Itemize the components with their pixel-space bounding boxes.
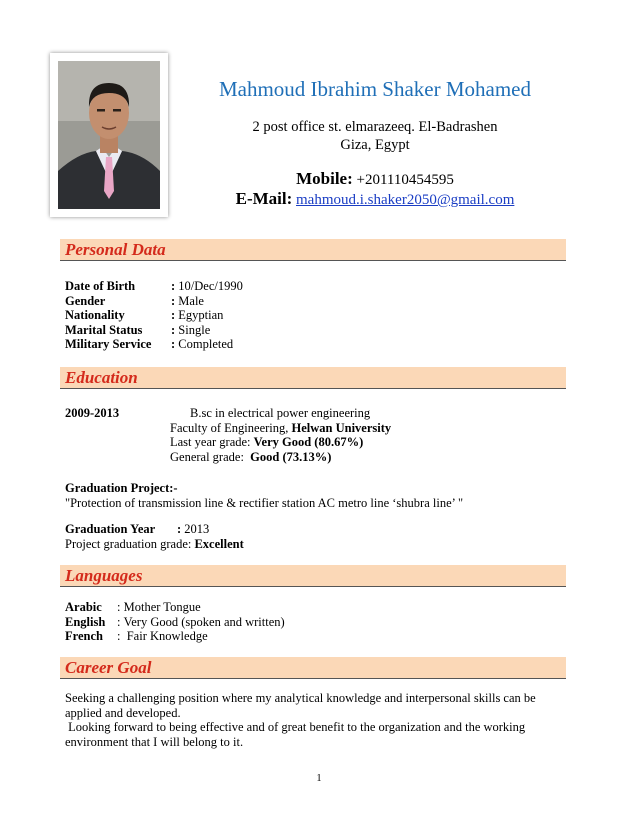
profile-photo-frame [50, 53, 168, 217]
education-details [170, 406, 391, 464]
project-text: "Protection of transmission line & rectifier station AC metro line ‘shubra line’ " [65, 495, 464, 510]
personal-row: Marital Status : Single [65, 322, 211, 337]
personal-label: Military Service [65, 337, 152, 352]
project-grade-value: Excellent [194, 536, 244, 551]
personal-value: Single [178, 322, 211, 337]
language-label: English [65, 614, 106, 629]
language-label: Arabic [65, 600, 102, 614]
graduation-info [65, 522, 244, 551]
last-year-grade [170, 435, 391, 450]
address-line-1: 2 post office st. elmarazeeq. El-Badrashen [252, 119, 498, 135]
general-grade [170, 450, 391, 465]
language-value: Very Good (spoken and written) [123, 614, 285, 629]
grad-year-label: Graduation Year [65, 522, 156, 536]
personal-value: Completed [178, 337, 234, 352]
language-row: French : Fair Knowledge [65, 629, 208, 644]
degree: B.sc in electrical power engineering [190, 406, 371, 420]
address [175, 118, 575, 154]
section-title-personal: Personal Data [65, 240, 166, 259]
personal-label: Marital Status [65, 322, 143, 337]
career-line-3: Looking forward to being effective and of great benefit to the organization and the working [65, 720, 526, 735]
email-line [175, 189, 575, 209]
page-number: 1 [316, 773, 322, 784]
education-years-value: 2009-2013 [65, 406, 120, 420]
grad-year-value: 2013 [184, 522, 210, 536]
language-value: Mother Tongue [123, 600, 201, 614]
personal-row: Gender : Male [65, 293, 204, 308]
faculty-line [170, 421, 391, 436]
career-goal-text [65, 691, 565, 749]
profile-photo [58, 61, 160, 209]
career-line-1: Seeking a challenging position where my analytical knowledge and interpersonal skills can be [65, 691, 536, 705]
personal-label: Date of Birth [65, 279, 136, 293]
university: Helwan University [291, 420, 392, 435]
project-grade-line [65, 537, 244, 552]
section-career-goal [60, 657, 566, 679]
email-link[interactable]: mahmoud.i.shaker2050@gmail.com [296, 192, 515, 208]
personal-label: Gender [65, 293, 106, 308]
personal-row: Date of Birth : 10/Dec/1990 [65, 279, 243, 293]
language-row: Arabic : Mother Tongue [65, 600, 201, 614]
faculty-prefix: Faculty of Engineering, [170, 420, 289, 435]
personal-value: 10/Dec/1990 [178, 279, 243, 293]
education-years [65, 406, 119, 421]
candidate-name: Mahmoud Ibrahim Shaker Mohamed [218, 77, 532, 101]
general-prefix: General grade: [170, 449, 244, 464]
personal-row: Nationality : Egyptian [65, 308, 224, 323]
personal-data-list [65, 279, 243, 352]
language-label: French [65, 629, 103, 644]
last-year-value: Very Good (80.67%) [253, 435, 364, 450]
project-label: Graduation Project:- [65, 481, 178, 495]
project-grade-prefix: Project graduation grade: [65, 536, 192, 551]
mobile-line [175, 169, 575, 189]
mobile-number: +201110454595 [356, 172, 454, 188]
personal-value: Egyptian [178, 308, 224, 323]
mobile-label: Mobile: [296, 169, 353, 188]
personal-row: Military Service : Completed [65, 337, 234, 352]
languages-list [65, 600, 285, 644]
language-value: Fair Knowledge [123, 629, 208, 644]
section-languages [60, 565, 566, 587]
language-row: English : Very Good (spoken and written) [65, 614, 285, 629]
career-line-2: applied and developed. [65, 705, 181, 720]
section-title-career: Career Goal [65, 658, 152, 677]
general-value: Good (73.13%) [250, 449, 332, 464]
graduation-project [65, 481, 463, 510]
section-title-languages: Languages [65, 566, 143, 585]
graduation-year-line: Graduation Year : 2013 [65, 522, 210, 536]
email-label: E-Mail: [235, 189, 293, 208]
personal-value: Male [178, 293, 204, 308]
last-year-prefix: Last year grade: [170, 435, 251, 450]
address-line-2: Giza, Egypt [340, 137, 410, 153]
career-line-4: environment that I will belong to it. [65, 734, 244, 749]
section-title-education: Education [65, 368, 138, 387]
section-education [60, 367, 566, 389]
section-personal-data [60, 239, 566, 261]
personal-label: Nationality [65, 308, 125, 323]
